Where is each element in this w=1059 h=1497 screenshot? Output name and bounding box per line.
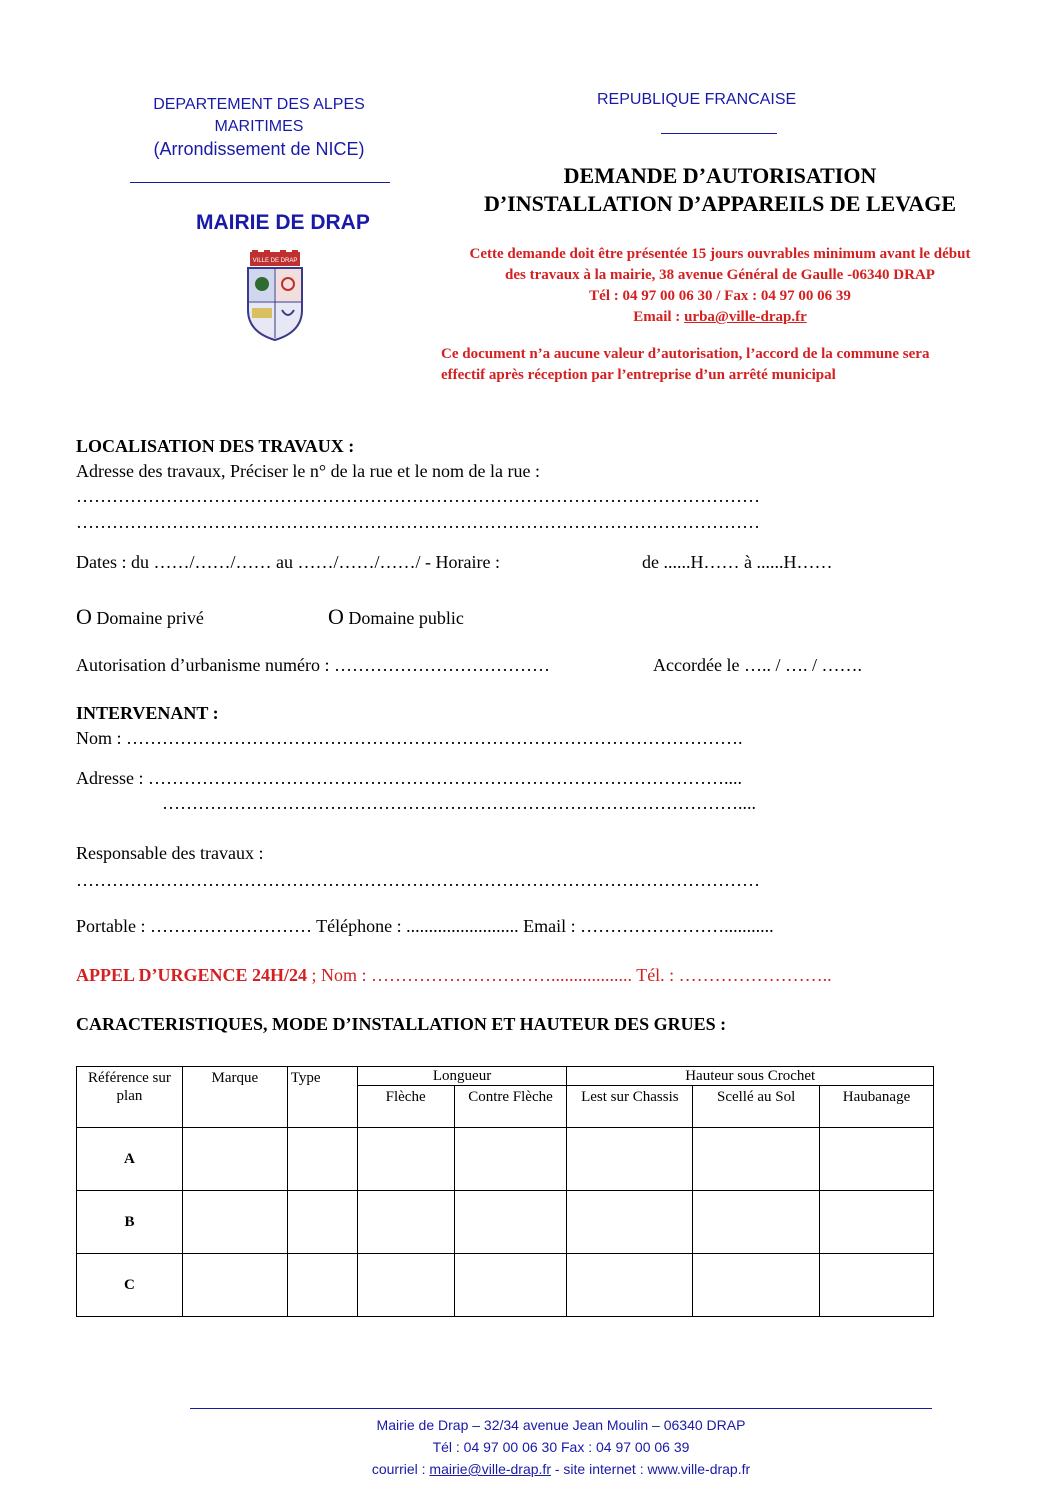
- cell-input[interactable]: [454, 1254, 567, 1317]
- cell-input[interactable]: [693, 1128, 820, 1191]
- table-row: [77, 1191, 934, 1254]
- cell-input[interactable]: [567, 1128, 693, 1191]
- accordee-field[interactable]: Accordée le ….. / …. / …….: [653, 655, 862, 675]
- email-label: Email :: [633, 309, 685, 325]
- cell-input[interactable]: [454, 1191, 567, 1254]
- intervenant-heading: INTERVENANT :: [76, 703, 219, 723]
- responsable-field[interactable]: ……………………………………………………………………………………………………: [76, 870, 760, 890]
- cell-input[interactable]: [182, 1128, 287, 1191]
- republique-header: REPUBLIQUE FRANCAISE: [597, 91, 797, 108]
- row-label-a: A: [77, 1128, 183, 1191]
- nom-field[interactable]: Nom : ………………………………………………………………………………………….: [76, 728, 743, 748]
- adresse-field-2[interactable]: ……………………………………………………………………………………....: [162, 793, 756, 813]
- dates-field[interactable]: Dates : du ……/……/…… au ……/……/……/ - Horaire :: [76, 552, 500, 572]
- right-divider: [661, 133, 777, 134]
- form-title: [420, 162, 1020, 218]
- domaine-prive-option[interactable]: [76, 604, 204, 630]
- contact-fields[interactable]: Portable : ……………………… Téléphone : ......................... Email : ……………………...........: [76, 916, 774, 936]
- footer-contact: [190, 1458, 932, 1480]
- arrondissement-line: (Arrondissement de NICE): [153, 139, 365, 159]
- table-row: [77, 1128, 934, 1191]
- cell-input[interactable]: [182, 1191, 287, 1254]
- cell-input[interactable]: [357, 1128, 454, 1191]
- header-lest: Lest sur Chassis: [567, 1086, 693, 1128]
- header-scelle: Scellé au Sol: [693, 1086, 820, 1128]
- cell-input[interactable]: [287, 1191, 357, 1254]
- urgence-label: APPEL D’URGENCE 24H/24: [76, 965, 308, 985]
- department-line-2: MARITIMES: [214, 118, 304, 135]
- notice-line-1: Cette demande doit être présentée 15 jours ouvrables minimum avant le début: [469, 246, 971, 262]
- address-field-2[interactable]: ……………………………………………………………………………………………………: [76, 512, 760, 532]
- urgence-dots[interactable]: ; Nom : ………………………….................. Tél. : ……………………..: [307, 965, 832, 985]
- horaire-field[interactable]: de ......H…… à ......H……: [642, 552, 833, 572]
- cell-input[interactable]: [693, 1254, 820, 1317]
- footer-address: Mairie de Drap – 32/34 avenue Jean Moulin – 06340 DRAP: [376, 1417, 746, 1433]
- notice-line-2: des travaux à la mairie, 38 avenue Général de Gaulle -06340 DRAP: [505, 267, 935, 283]
- notice-line-3: Tél : 04 97 00 06 30 / Fax : 04 97 00 06 39: [589, 288, 851, 304]
- prive-radio[interactable]: O: [76, 604, 92, 629]
- urgence-field[interactable]: [76, 965, 936, 986]
- row-label-b: B: [77, 1191, 183, 1254]
- cell-input[interactable]: [693, 1191, 820, 1254]
- cell-input[interactable]: [287, 1128, 357, 1191]
- header-hauteur: Hauteur sous Crochet: [567, 1067, 934, 1086]
- header-type: Type: [287, 1067, 357, 1128]
- notice-email-line: [420, 307, 1020, 328]
- localisation-heading: LOCALISATION DES TRAVAUX :: [76, 436, 355, 456]
- responsable-label: Responsable des travaux :: [76, 843, 264, 863]
- urbanisme-field[interactable]: Autorisation d’urbanisme numéro : ………………………………: [76, 655, 550, 675]
- cell-input[interactable]: [287, 1254, 357, 1317]
- validity-warning: [441, 344, 929, 386]
- mairie-title: MAIRIE DE DRAP: [196, 211, 370, 234]
- prive-label: Domaine privé: [91, 608, 204, 628]
- cell-input[interactable]: [357, 1191, 454, 1254]
- warning-line-2: effectif après réception par l’entreprise d’un arrêté municipal: [441, 367, 836, 383]
- cell-input[interactable]: [567, 1191, 693, 1254]
- warning-line-1: Ce document n’a aucune valeur d’autorisation, l’accord de la commune sera: [441, 346, 930, 362]
- header-contre-fleche: Contre Flèche: [454, 1086, 567, 1128]
- header-fleche: Flèche: [357, 1086, 454, 1128]
- row-label-c: C: [77, 1254, 183, 1317]
- domaine-public-option[interactable]: [328, 604, 464, 630]
- address-label: Adresse des travaux, Préciser le n° de la rue et le nom de la rue :: [76, 461, 541, 481]
- footer-website: - site internet : www.ville-drap.fr: [550, 1461, 751, 1477]
- cell-input[interactable]: [182, 1254, 287, 1317]
- header-longueur: Longueur: [357, 1067, 567, 1086]
- public-radio[interactable]: O: [328, 604, 344, 629]
- caracteristiques-heading: CARACTERISTIQUES, MODE D’INSTALLATION ET HAUTEUR DES GRUES :: [76, 1014, 727, 1034]
- public-label: Domaine public: [343, 608, 464, 628]
- form-title-line-1: DEMANDE D’AUTORISATION: [563, 163, 877, 188]
- footer-phone: Tél : 04 97 00 06 30 Fax : 04 97 00 06 39: [432, 1439, 690, 1455]
- department-header: [100, 94, 418, 160]
- header-marque: Marque: [182, 1067, 287, 1128]
- adresse-field-1[interactable]: Adresse : ……………………………………………………………………………………....: [76, 768, 742, 788]
- header-reference: Référence sur plan: [77, 1067, 183, 1128]
- urba-email-link[interactable]: urba@ville-drap.fr: [684, 309, 807, 325]
- footer: [190, 1414, 932, 1480]
- footer-divider: [190, 1408, 932, 1409]
- form-title-line-2: D’INSTALLATION D’APPAREILS DE LEVAGE: [483, 191, 957, 216]
- address-field-1[interactable]: ……………………………………………………………………………………………………: [76, 486, 760, 506]
- cranes-table: [76, 1066, 934, 1317]
- cell-input[interactable]: [454, 1128, 567, 1191]
- table-row: [77, 1254, 934, 1317]
- submission-notice: [420, 244, 1020, 328]
- coat-of-arms-logo: [244, 250, 306, 342]
- cell-input[interactable]: [820, 1254, 934, 1317]
- header-haubanage: Haubanage: [820, 1086, 934, 1128]
- cell-input[interactable]: [357, 1254, 454, 1317]
- cell-input[interactable]: [820, 1128, 934, 1191]
- left-divider: [130, 182, 390, 183]
- footer-mail-link[interactable]: mairie@ville-drap.fr: [429, 1461, 551, 1477]
- svg-text:VILLE DE DRAP: VILLE DE DRAP: [252, 258, 298, 264]
- cell-input[interactable]: [567, 1254, 693, 1317]
- cell-input[interactable]: [820, 1191, 934, 1254]
- department-line-1: DEPARTEMENT DES ALPES: [153, 96, 365, 113]
- footer-courriel-label: courriel :: [371, 1461, 430, 1477]
- table-header-row-1: [77, 1067, 934, 1086]
